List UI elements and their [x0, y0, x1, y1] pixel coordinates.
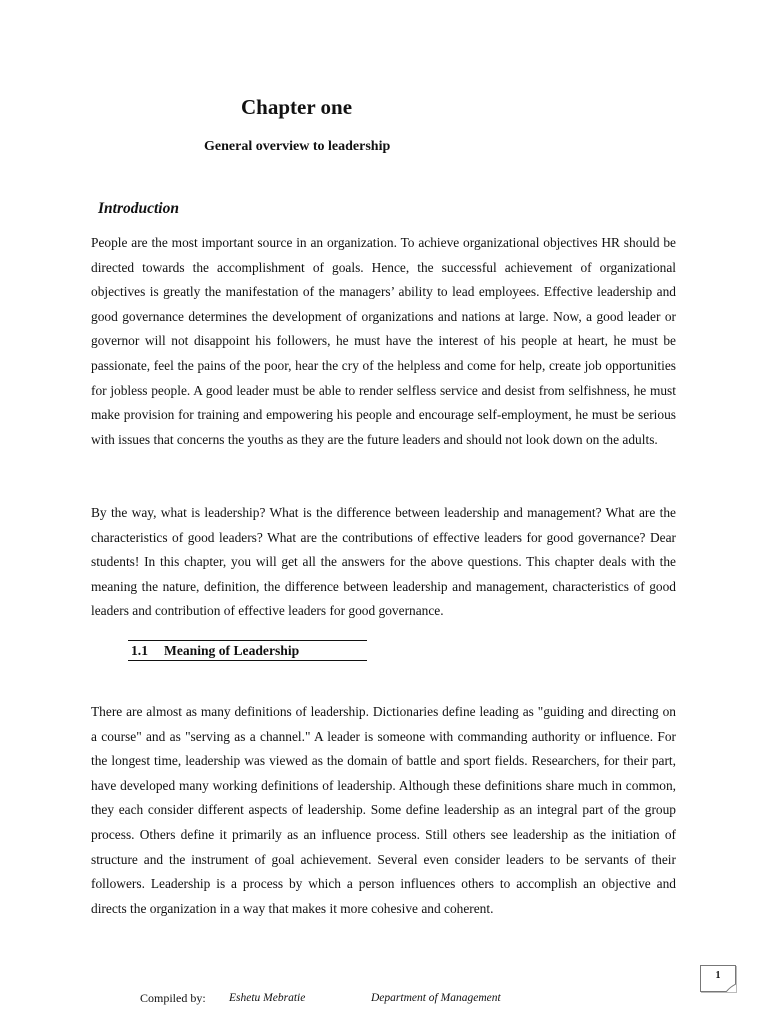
section-heading-meaning-of-leadership — [128, 640, 367, 661]
section-number: 1.1 — [131, 643, 148, 658]
introduction-paragraph-1: People are the most important source in an organization. To achieve organizational objectives HR should be directed towards the accomplishment of goals. Hence, the successful achievement of organizational objectives is greatly the manifestation of the managers’ ability to lead employees. Effective leadership and good governance determines the development of organizations and nations at large. Now, a good leader or governor will not disappoint his followers, he must have the interest of his people at heart, he must be passionate, feel the pains of the poor, hear the cry of the helpless and come for help, create job opportunities for jobless people. A good leader must be able to render selfless service and desist from selfishness, he must make provision for training and empowering his people and encourage self-employment, he must be serious with issues that concerns the youths as they are the future leaders and should not look down on the adults. — [91, 235, 676, 447]
section-paragraph-1: There are almost as many definitions of leadership. Dictionaries define leading as "guiding and directing on a course" and as "serving as a channel." A leader is someone with commanding authority or influence. For the longest time, leadership was viewed as the domain of battle and sport fields. Researchers, for their part, have developed many working definitions of leadership. Although these definitions share much in common, they each consider different aspects of leadership. Some define leadership as an integral part of the group process. Others define it primarily as an influence process. Still others see leadership as the initiation of structure and the instrument of goal achievement. Several even consider leaders to be servants of their followers. Leadership is a process by which a person influences others to accomplish an objective and directs the organization in a way that makes it more cohesive and coherent. — [91, 704, 676, 916]
page-number: 1 — [715, 970, 721, 981]
section-title: Meaning of Leadership — [164, 643, 300, 658]
chapter-subtitle: General overview to leadership — [204, 139, 391, 154]
page-curl-icon — [726, 984, 736, 992]
footer-author: Eshetu Mebratie — [229, 992, 306, 1004]
introduction-paragraph-2: By the way, what is leadership? What is the difference between leadership and management? What are the characteristics of good leaders? What are the contributions of effective leaders for good governance? Dear students! In this chapter, you will get all the answers for the above questions. This chapter deals with the meaning the nature, definition, the difference between leadership and management, characteristics of good leaders and contribution of effective leaders for good governance. — [91, 505, 676, 619]
footer-compiled-label: Compiled by: — [140, 991, 206, 1005]
chapter-title: Chapter one — [241, 95, 353, 119]
page-number-box — [700, 965, 736, 992]
footer-department: Department of Management — [371, 992, 501, 1004]
page-footer — [0, 988, 768, 1008]
introduction-heading: Introduction — [98, 200, 179, 217]
